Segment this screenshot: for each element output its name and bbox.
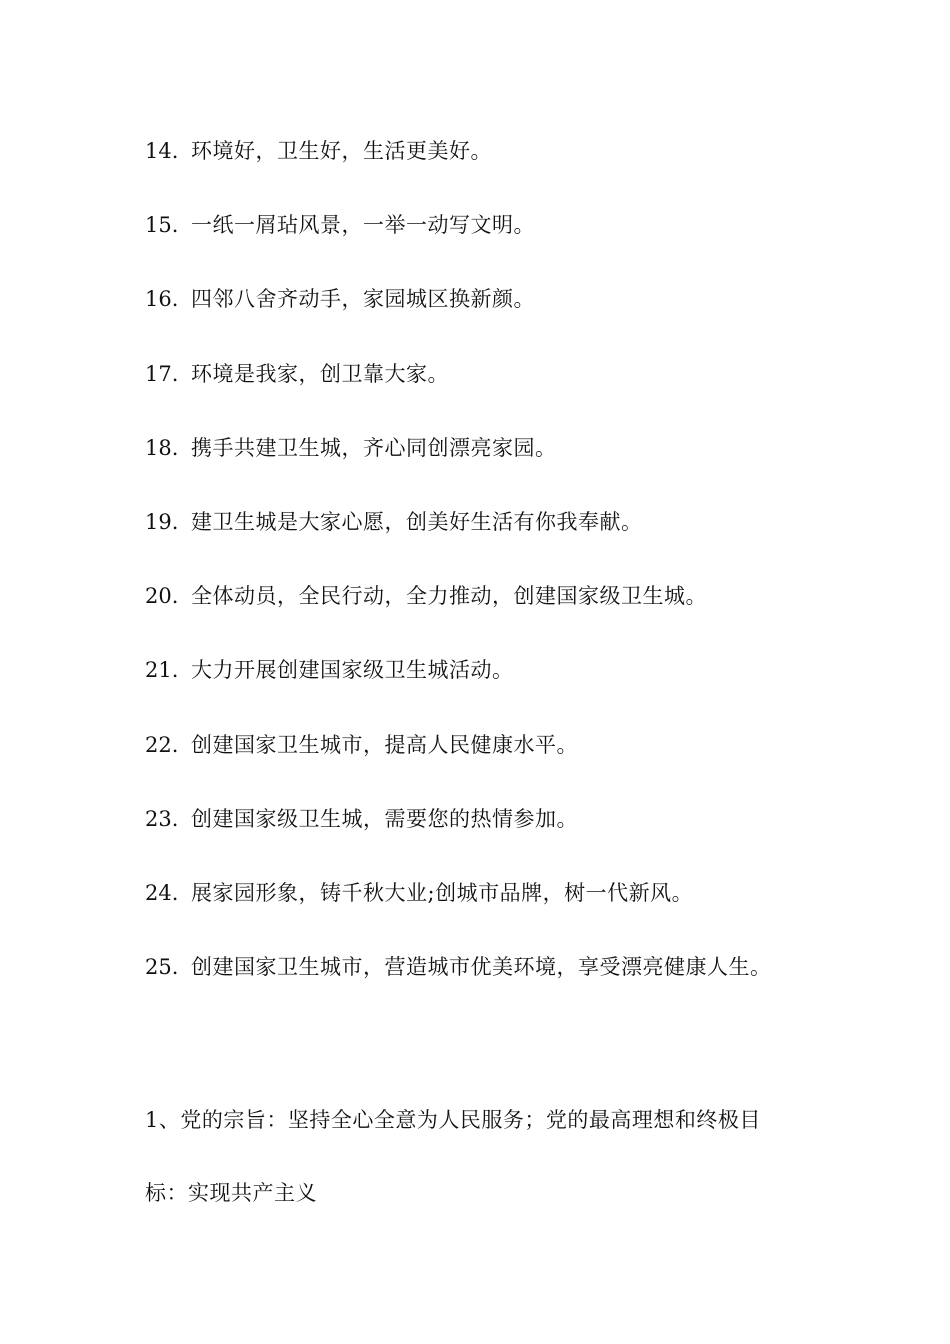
item-text: 携手共建卫生城，齐心同创漂亮家园。 xyxy=(191,435,557,460)
item-number: 19. xyxy=(145,509,179,534)
item-number: 14. xyxy=(145,139,179,163)
item-number: 16. xyxy=(145,287,179,312)
item-text: 全体动员，全民行动，全力推动，创建国家级卫生城。 xyxy=(191,584,707,609)
item-number: 21. xyxy=(145,658,179,683)
list-item xyxy=(145,430,905,504)
slogan-list xyxy=(145,133,905,1023)
item-text: 展家园形象，铸千秋大业;创城市品牌，树一代新风。 xyxy=(191,880,694,905)
item-text: 创建国家卫生城市，营造城市优美环境，享受漂亮健康人生。 xyxy=(191,955,772,980)
list-item xyxy=(145,207,905,281)
item-number: 23. xyxy=(145,806,179,831)
list-item xyxy=(145,801,905,875)
item-number: 18. xyxy=(145,435,179,460)
paragraph-line: 1、党的宗旨：坚持全心全意为人民服务；党的最高理想和终极目 xyxy=(145,1108,761,1132)
list-item xyxy=(145,133,905,207)
item-number: 22. xyxy=(145,732,179,757)
item-number: 15. xyxy=(145,213,179,238)
item-text: 创建国家级卫生城，需要您的热情参加。 xyxy=(191,806,578,831)
item-text: 建卫生城是大家心愿，创美好生活有你我奉献。 xyxy=(191,509,643,534)
item-text: 环境好，卫生好，生活更美好。 xyxy=(191,139,492,163)
item-number: 25. xyxy=(145,955,179,980)
list-item xyxy=(145,949,905,1023)
list-item xyxy=(145,875,905,949)
item-number: 20. xyxy=(145,584,179,609)
list-item xyxy=(145,504,905,578)
item-number: 17. xyxy=(145,361,179,386)
list-item xyxy=(145,652,905,726)
list-item xyxy=(145,578,905,652)
list-item xyxy=(145,727,905,801)
list-item xyxy=(145,356,905,430)
paragraph-line: 标：实现共产主义 xyxy=(145,1181,317,1205)
item-number: 24. xyxy=(145,880,179,905)
item-text: 四邻八舍齐动手，家园城区换新颜。 xyxy=(191,287,535,312)
item-text: 创建国家卫生城市，提高人民健康水平。 xyxy=(191,732,578,757)
item-text: 大力开展创建国家级卫生城活动。 xyxy=(191,658,514,683)
item-text: 一纸一屑玷风景，一举一动写文明。 xyxy=(191,213,535,238)
item-text: 环境是我家，创卫靠大家。 xyxy=(191,361,449,386)
list-item xyxy=(145,281,905,355)
